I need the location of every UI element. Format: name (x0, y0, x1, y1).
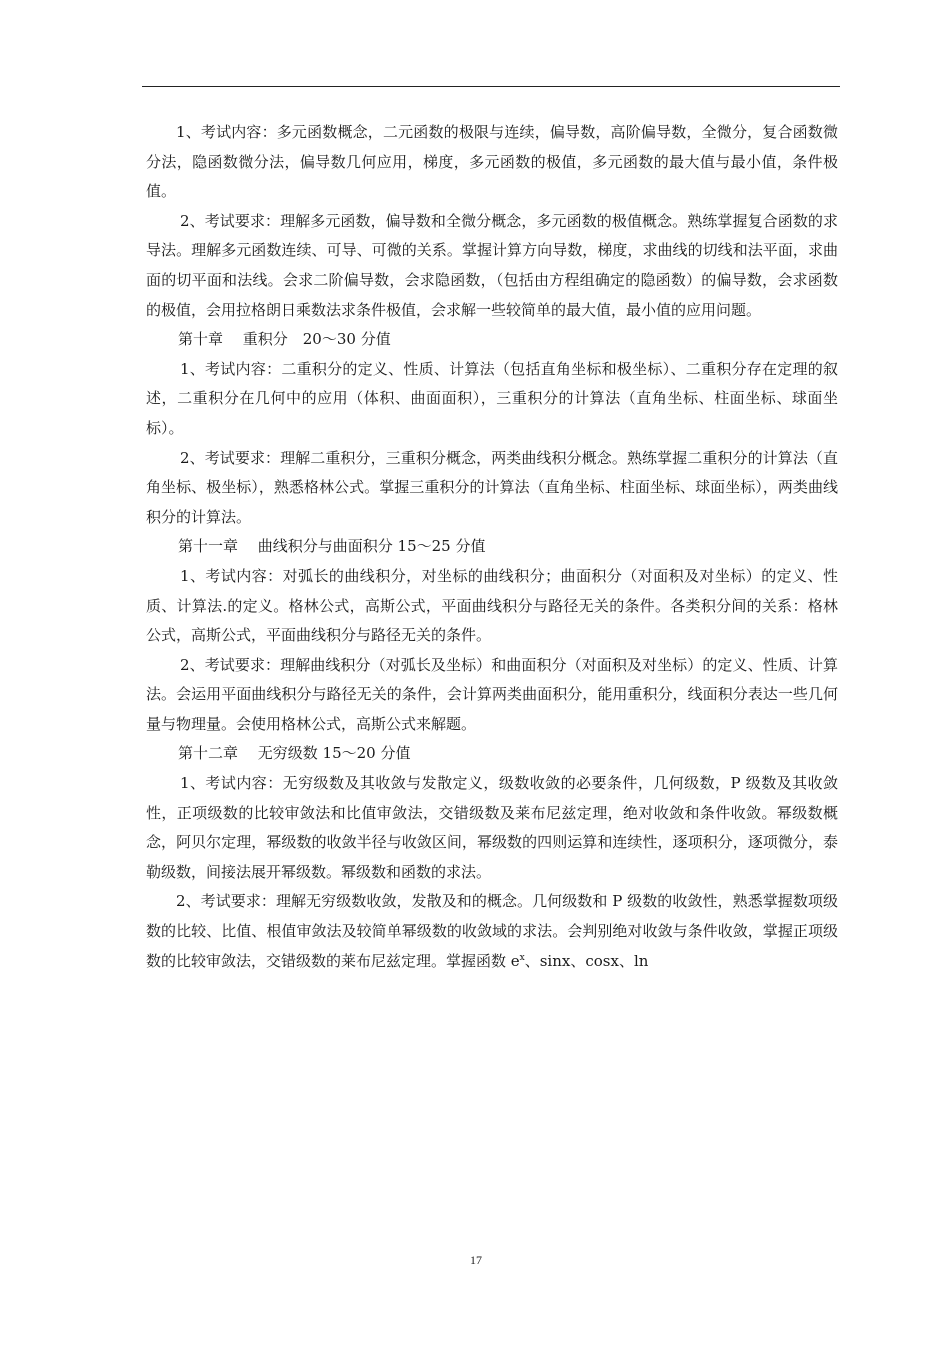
chapter-heading-11: 第十一章 曲线积分与曲面积分 15～25 分值 (178, 537, 486, 556)
paragraph-ch12-exam-content: 1、考试内容：无穷级数及其收敛与发散定义，级数收敛的必要条件，几何级数，P 级数及其收敛性，正项级数的比较审敛法和比值审敛法，交错级数及莱布尼兹定理，绝对收敛和条件收敛。幂级数概念，阿贝尔定理，幂级数的收敛半径与收敛区间，幂级数的四则运算和连续性，逐项积分，逐项微分，泰勒级数，间接法展开幂级数。幂级数和函数的求法。 (146, 774, 838, 881)
paragraph-ch10-exam-requirements: 2、考试要求：理解二重积分，三重积分概念，两类曲线积分概念。熟练掌握二重积分的计算法（直角坐标、极坐标），熟悉格林公式。掌握三重积分的计算法（直角坐标、柱面坐标、球面坐标），两类曲线积分的计算法。 (146, 448, 838, 526)
paragraph-ch11-exam-requirements: 2、考试要求：理解曲线积分（对弧长及坐标）和曲面积分（对面积及对坐标）的定义、性质、计算法。会运用平面曲线积分与路径无关的条件，会计算两类曲面积分，能用重积分，线面积分表达一些几何量与物理量。会使用格林公式，高斯公式来解题。 (146, 655, 838, 733)
paragraph-ch11-exam-content: 1、考试内容：对弧长的曲线积分，对坐标的曲线积分；曲面积分（对面积及对坐标）的定义、性质、计算法.的定义。格林公式，高斯公式，平面曲线积分与路径无关的条件。各类积分间的关系：格林公式，高斯公式，平面曲线积分与路径无关的条件。 (146, 566, 838, 645)
chapter-heading-10: 第十章 重积分 20～30 分值 (178, 330, 391, 349)
document-body (146, 118, 838, 976)
page-number: 17 (470, 1253, 482, 1267)
header-rule (142, 86, 840, 87)
paragraph-ch10-exam-content: 1、考试内容：二重积分的定义、性质、计算法（包括直角坐标和极坐标）、二重积分存在定理的叙述，二重积分在几何中的应用（体积、曲面面积），三重积分的计算法（直角坐标、柱面坐标、球面坐标）。 (146, 359, 838, 437)
paragraph-ch12-exam-requirements (146, 887, 838, 976)
paragraph-ch9-exam-requirements: 2、考试要求：理解多元函数，偏导数和全微分概念，多元函数的极值概念。熟练掌握复合函数的求导法。理解多元函数连续、可导、可微的关系。掌握计算方向导数，梯度，求曲线的切线和法平面，求曲面的切平面和法线。会求二阶偏导数，会求隐函数，（包括由方程组确定的隐函数）的偏导数，会求函数的极值，会用拉格朗日乘数法求条件极值，会求解一些较简单的最大值，最小值的应用问题。 (146, 211, 838, 319)
paragraph-ch12-req-text: 2、考试要求：理解无穷级数收敛，发散及和的概念。几何级数和 P 级数的收敛性，熟悉掌握数项级数的比较、比值、根值审敛法及较简单幂级数的收敛域的求法。会判别绝对收敛与条件收敛，掌握正项级数的比较审敛法，交错级数的莱布尼兹定理。掌握函数 e (146, 892, 838, 970)
chapter-heading-12: 第十二章 无穷级数 15～20 分值 (178, 744, 411, 763)
paragraph-ch9-exam-content: 1、考试内容：多元函数概念，二元函数的极限与连续，偏导数，高阶偏导数，全微分，复合函数微分法，隐函数微分法，偏导数几何应用，梯度，多元函数的极值，多元函数的最大值与最小值，条件极值。 (146, 123, 838, 201)
paragraph-ch12-req-tail: 、sinx、cosx、ln (524, 951, 649, 970)
exponent-x: x (519, 952, 525, 963)
